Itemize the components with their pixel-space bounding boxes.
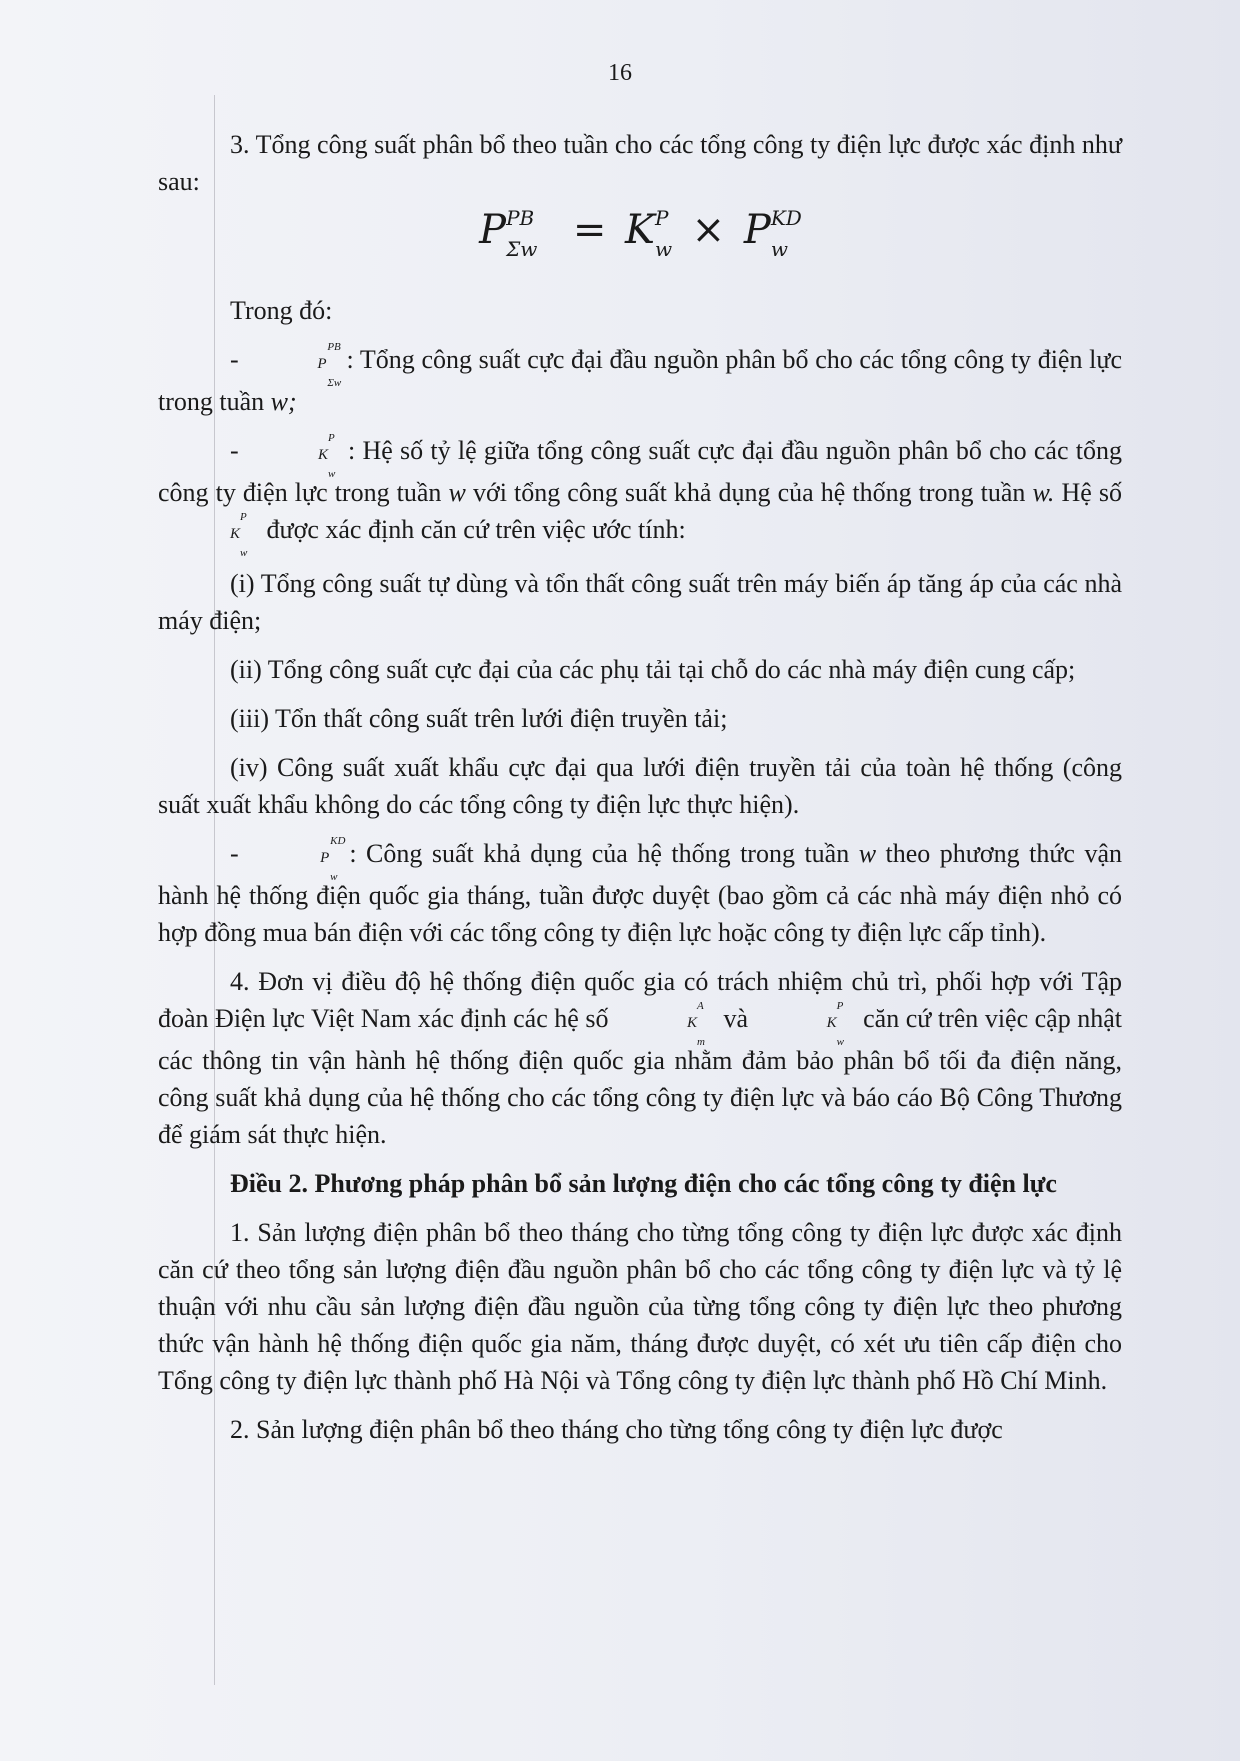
formula-symbol-P-kd: P KD w <box>743 206 802 261</box>
article-2-item-1: 1. Sản lượng điện phân bổ theo tháng cho từng tổng công ty điện lực được xác định căn cứ theo tổng sản lượng điện đầu nguồn phân bổ cho các tổng công ty điện lực và tỷ lệ thuận với nhu cầu sản lượng điện đầu nguồn của từng tổng công ty điện lực theo phương thức vận hành hệ thống điện quốc gia năm, tháng được duyệt, có xét ưu tiên cấp điện cho Tổng công ty điện lực thành phố Hà Nội và Tổng công ty điện lực thành phố Hồ Chí Minh. <box>158 1218 1122 1395</box>
formula-symbol-K: K P w <box>625 206 673 261</box>
inline-symbol-K-w: K P w <box>317 432 336 480</box>
paragraph-4: 4. Đơn vị điều độ hệ thống điện quốc gia có trách nhiệm chủ trì, phối hợp với Tập đoàn Điện lực Việt Nam xác định các hệ số K A m và K P w căn cứ trên việc cập nhật các thông tin vận hành hệ thống điện quốc gia nhằm đảm bảo phân bổ tối đa điện năng, công suất khả dụng của hệ thống cho các tổng công ty điện lực và báo cáo Bộ Công Thương để giám sát thực hiện. <box>158 967 1123 1149</box>
article-2-item-2: 2. Sản lượng điện phân bổ theo tháng cho từng tổng công ty điện lực được <box>230 1415 1003 1444</box>
formula-equals: = <box>572 207 607 253</box>
item-iv: (iv) Công suất xuất khẩu cực đại qua lưới điện truyền tải của toàn hệ thống (công suất xuất khẩu không do các tổng công ty điện lực thực hiện). <box>158 753 1122 819</box>
where-label: Trong đó: <box>230 296 333 325</box>
inline-symbol-K-m: K A m <box>686 1000 705 1048</box>
formula-total-power <box>158 206 1122 286</box>
paragraph-3: 3. Tổng công suất phân bổ theo tuần cho các tổng công ty điện lực được xác định như sau: <box>158 130 1122 196</box>
inline-symbol-P-sum: P PB Σw <box>317 341 342 389</box>
item-ii: (ii) Tổng công suất cực đại của các phụ tải tại chỗ do các nhà máy điện cung cấp; <box>230 655 1076 684</box>
definition-k-w: - K P w : Hệ số tỷ lệ giữa tổng công suất cực đại đầu nguồn phân bổ cho các tổng công ty điện lực trong tuần w với tổng công suất khả dụng của hệ thống trong tuần w. Hệ số K P w được xác định căn cứ trên việc ước tính: <box>158 432 1123 559</box>
formula-symbol-P-sum: P PB Σw <box>479 206 538 261</box>
article-2-heading: Điều 2. Phương pháp phân bổ sản lượng điện cho các tổng công ty điện lực <box>230 1169 1057 1198</box>
definition-p-kd: - P KD w : Công suất khả dụng của hệ thống trong tuần w theo phương thức vận hành hệ thống điện quốc gia tháng, tuần được duyệt (bao gồm cả các nhà máy điện nhỏ có hợp đồng mua bán điện với các tổng công ty điện lực hoặc công ty điện lực cấp tỉnh). <box>158 835 1123 947</box>
inline-symbol-K-w-2: K P w <box>230 511 248 559</box>
formula-times: × <box>691 207 726 253</box>
item-iii: (iii) Tổn thất công suất trên lưới điện truyền tải; <box>230 704 728 733</box>
definition-p-sum: - P PB Σw : Tổng công suất cực đại đầu nguồn phân bổ cho các tổng công ty điện lực trong tuần w; <box>158 341 1122 416</box>
page-number: 16 <box>608 60 632 86</box>
item-i: (i) Tổng công suất tự dùng và tổn thất công suất trên máy biến áp tăng áp của các nhà máy điện; <box>158 569 1122 635</box>
inline-symbol-P-kd: P KD w <box>320 835 346 883</box>
document-body <box>158 126 1122 1460</box>
inline-symbol-K-w-3: K P w <box>826 1000 844 1048</box>
